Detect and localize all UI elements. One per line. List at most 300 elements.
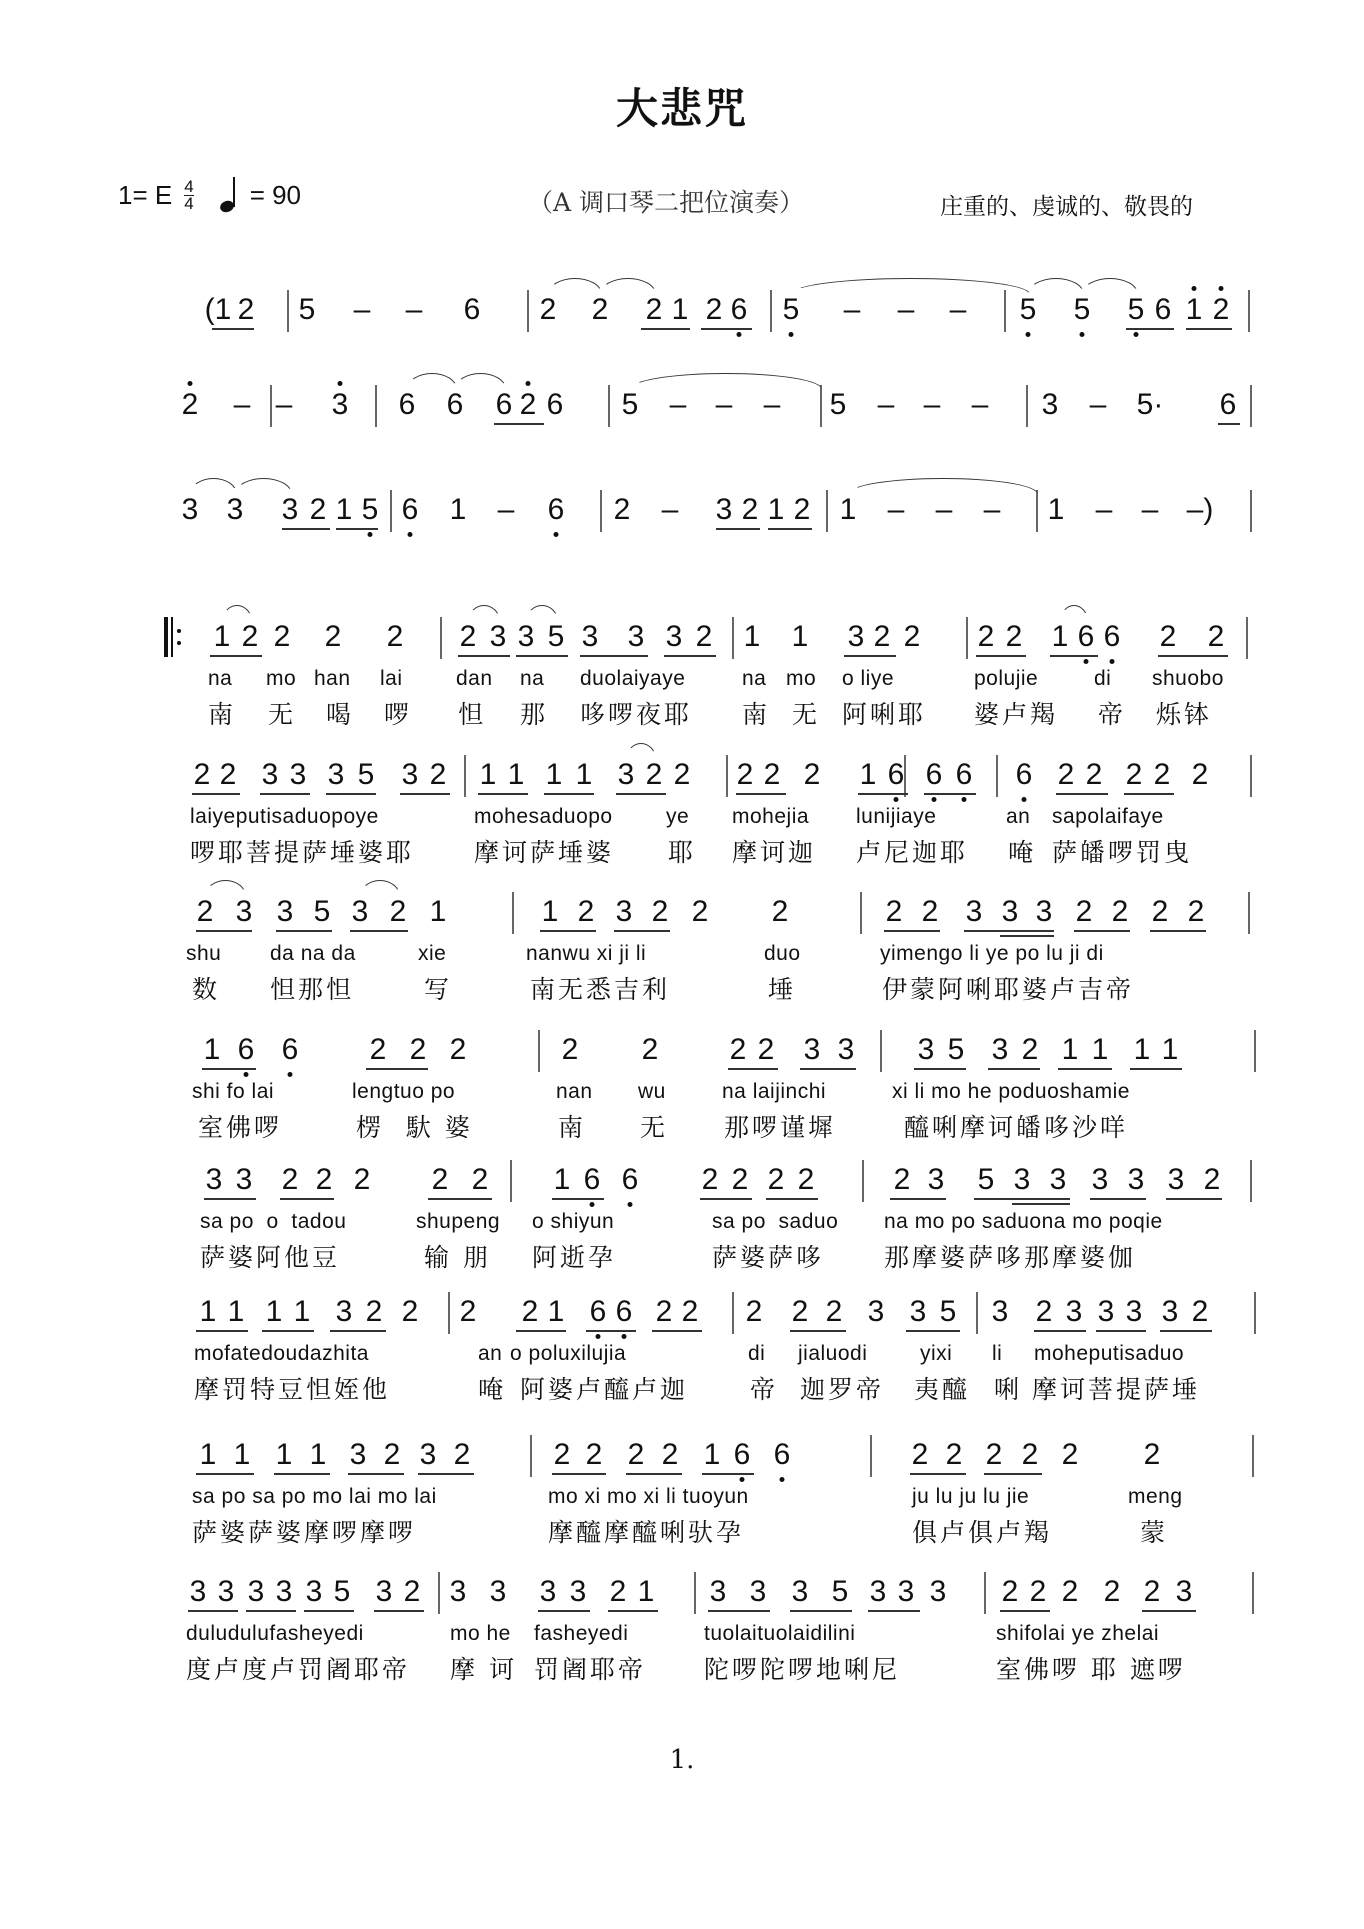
page-number: 1. bbox=[669, 1745, 695, 1775]
note: 3 bbox=[1091, 1163, 1109, 1196]
pinyin-lyric: sa po sa po mo lai mo lai bbox=[192, 1485, 437, 1508]
pinyin-lyric: mo bbox=[266, 667, 297, 690]
note: 1 bbox=[743, 620, 761, 653]
barline bbox=[527, 290, 529, 332]
note: 2 bbox=[911, 1438, 929, 1471]
tempo-key-info bbox=[118, 178, 301, 212]
note: 1 bbox=[275, 1438, 293, 1471]
note: 6 bbox=[1154, 293, 1172, 326]
beat-underline bbox=[708, 1610, 770, 1612]
barline bbox=[600, 490, 602, 532]
note: 3 bbox=[929, 1575, 947, 1608]
time-sig-bottom: 4 bbox=[184, 193, 194, 213]
upper-octave-dot bbox=[188, 381, 193, 386]
note: 2 bbox=[681, 1295, 699, 1328]
note: 1 bbox=[199, 1438, 217, 1471]
note: 1 bbox=[637, 1575, 655, 1608]
note: 1 bbox=[479, 758, 497, 791]
barline bbox=[820, 385, 822, 427]
note: 5 bbox=[829, 388, 847, 421]
note: 2 bbox=[1085, 758, 1103, 791]
pinyin-lyric: jialuodi bbox=[798, 1342, 868, 1365]
note: 3 bbox=[715, 493, 733, 526]
chinese-lyric: 那啰谨墀 bbox=[724, 1113, 837, 1142]
barline bbox=[1250, 755, 1252, 797]
note: 2 bbox=[1021, 1438, 1039, 1471]
lower-octave-dot bbox=[1084, 659, 1089, 664]
beat-underline bbox=[304, 1610, 354, 1612]
note: 5 bbox=[1073, 293, 1091, 326]
note: 3 bbox=[205, 1163, 223, 1196]
pinyin-lyric: mo bbox=[786, 667, 817, 690]
note: 2 bbox=[705, 293, 723, 326]
beat-underline bbox=[1186, 328, 1232, 330]
note: 2 bbox=[736, 758, 754, 791]
chinese-lyric: 迦罗帝 bbox=[800, 1375, 885, 1404]
note: 2 bbox=[519, 388, 537, 421]
note: 2 bbox=[539, 293, 557, 326]
note: 6 bbox=[589, 1295, 607, 1328]
beat-underline bbox=[790, 1330, 846, 1332]
barline bbox=[375, 385, 377, 427]
note: 3 bbox=[1013, 1163, 1031, 1196]
note: 1 bbox=[545, 758, 563, 791]
beat-underline bbox=[728, 1068, 778, 1070]
barline bbox=[1004, 290, 1006, 332]
chinese-lyric: 俱卢俱卢羯 bbox=[912, 1518, 1053, 1547]
note: 1 bbox=[213, 620, 231, 653]
beat-underline bbox=[1056, 793, 1108, 795]
note: 3 bbox=[837, 1033, 855, 1066]
note: – bbox=[1141, 493, 1159, 526]
note: 3 bbox=[665, 620, 683, 653]
chinese-lyric: 埵 bbox=[768, 975, 797, 1004]
pinyin-lyric: da na da bbox=[270, 942, 356, 965]
barline bbox=[770, 290, 772, 332]
beat-underline bbox=[988, 1068, 1040, 1070]
beat-underline bbox=[516, 655, 568, 657]
note: 5 bbox=[547, 620, 565, 653]
note: 3 bbox=[181, 493, 199, 526]
beat-underline bbox=[616, 793, 666, 795]
note: 2 bbox=[791, 1295, 809, 1328]
note: 2 bbox=[181, 388, 199, 421]
beat-underline bbox=[768, 528, 812, 530]
note: 2 bbox=[459, 1295, 477, 1328]
pinyin-lyric: nan bbox=[556, 1080, 593, 1103]
lower-octave-dot bbox=[789, 332, 794, 337]
chinese-lyric: 摩醯摩醯唎驮孕 bbox=[548, 1518, 745, 1547]
beat-underline bbox=[274, 1473, 330, 1475]
beat-underline bbox=[494, 423, 544, 425]
note: – bbox=[877, 388, 895, 421]
chinese-lyric: 输 朋 bbox=[424, 1243, 491, 1272]
chinese-lyric: 无 bbox=[792, 700, 821, 729]
note: 5 bbox=[782, 293, 800, 326]
note: 1 bbox=[839, 493, 857, 526]
beat-underline bbox=[196, 1473, 254, 1475]
tie-slur bbox=[1028, 278, 1084, 294]
beat-underline bbox=[478, 793, 528, 795]
tie-slur bbox=[848, 478, 1038, 494]
time-sig-top: 4 bbox=[184, 176, 194, 196]
chinese-lyric: 那摩婆萨哆那摩婆伽 bbox=[884, 1243, 1137, 1272]
note: 6 bbox=[1219, 388, 1237, 421]
note: 1 bbox=[553, 1163, 571, 1196]
barline bbox=[1248, 290, 1250, 332]
note: 3 bbox=[276, 895, 294, 928]
barline bbox=[862, 1160, 864, 1202]
barline bbox=[904, 755, 906, 797]
note: – bbox=[1095, 493, 1113, 526]
barline bbox=[1250, 1160, 1252, 1202]
chinese-lyric: 萨婆萨婆摩啰摩啰 bbox=[192, 1518, 417, 1547]
note: 2 bbox=[763, 758, 781, 791]
note: 6 bbox=[547, 493, 565, 526]
beat-underline bbox=[924, 793, 976, 795]
lower-octave-dot bbox=[368, 532, 373, 537]
note: 2 bbox=[885, 895, 903, 928]
pinyin-lyric: shifolai ye zhelai bbox=[996, 1622, 1160, 1645]
note: 1 bbox=[703, 1438, 721, 1471]
note: 2 bbox=[1207, 620, 1225, 653]
note: 3 bbox=[1127, 1163, 1145, 1196]
note: 2 bbox=[219, 758, 237, 791]
beat-underline bbox=[1034, 1330, 1086, 1332]
note: 6 bbox=[955, 758, 973, 791]
note: 2 bbox=[1029, 1575, 1047, 1608]
note: 2 bbox=[651, 895, 669, 928]
note: 3 bbox=[1175, 1575, 1193, 1608]
tie-slur bbox=[526, 605, 558, 621]
barline bbox=[530, 1435, 532, 1477]
chinese-lyric: 伊蒙阿唎耶婆卢吉帝 bbox=[882, 975, 1135, 1004]
note: – bbox=[353, 293, 371, 326]
beat-underline bbox=[844, 655, 896, 657]
note: 6 bbox=[546, 388, 564, 421]
chinese-lyric: 醯唎摩诃皤哆沙咩 bbox=[904, 1113, 1129, 1142]
note: 2 bbox=[324, 620, 342, 653]
note: 2 bbox=[403, 1575, 421, 1608]
note: 2 bbox=[1212, 293, 1230, 326]
lower-octave-dot bbox=[596, 1334, 601, 1339]
chinese-lyric: 室佛啰 bbox=[198, 1113, 283, 1142]
note: 2 bbox=[521, 1295, 539, 1328]
note: 6 bbox=[401, 493, 419, 526]
note: 6 bbox=[281, 1033, 299, 1066]
barline bbox=[390, 490, 392, 532]
key-signature: 1= E bbox=[118, 179, 173, 210]
time-signature bbox=[184, 176, 194, 213]
note: 3 bbox=[847, 620, 865, 653]
pinyin-lyric: wu bbox=[638, 1080, 666, 1103]
beat-underline bbox=[516, 1330, 566, 1332]
lower-octave-dot bbox=[780, 1477, 785, 1482]
chinese-lyric: 婆卢羯 bbox=[974, 700, 1059, 729]
chinese-lyric: 帝 bbox=[1098, 700, 1127, 729]
chinese-lyric: 南 bbox=[742, 700, 771, 729]
note: 2 bbox=[945, 1438, 963, 1471]
note: 2 bbox=[449, 1033, 467, 1066]
beat-underline bbox=[544, 793, 594, 795]
tie-slur bbox=[600, 278, 656, 294]
note: 3 bbox=[749, 1575, 767, 1608]
beat-underline bbox=[1160, 1330, 1212, 1332]
note: 3 bbox=[517, 620, 535, 653]
note: 2 bbox=[803, 758, 821, 791]
note: 2 bbox=[585, 1438, 603, 1471]
beat-underline bbox=[890, 1198, 946, 1200]
note: 5 bbox=[831, 1575, 849, 1608]
barline bbox=[1252, 1435, 1254, 1477]
note: 3 bbox=[1125, 1295, 1143, 1328]
note: 2 bbox=[1021, 1033, 1039, 1066]
note: 2 bbox=[1159, 620, 1177, 653]
beat-underline bbox=[350, 930, 408, 932]
barline bbox=[464, 755, 466, 797]
beat-underline bbox=[196, 1330, 248, 1332]
note: 5 bbox=[621, 388, 639, 421]
tie-slur bbox=[630, 373, 822, 389]
note: 2 bbox=[1111, 895, 1129, 928]
pinyin-lyric: yimengo li ye po lu ji di bbox=[880, 942, 1104, 965]
chinese-lyric: 怛 bbox=[458, 700, 487, 729]
pinyin-lyric: polujie bbox=[974, 667, 1039, 690]
note: – bbox=[763, 388, 781, 421]
note: – bbox=[897, 293, 915, 326]
note: 3 bbox=[927, 1163, 945, 1196]
note: 2 bbox=[577, 895, 595, 928]
chinese-lyric: 摩 诃 bbox=[450, 1655, 517, 1684]
barline bbox=[512, 892, 514, 934]
chinese-lyric: 那 bbox=[520, 700, 549, 729]
tie-slur bbox=[222, 605, 252, 621]
note: 3 bbox=[401, 758, 419, 791]
pinyin-lyric: duludulufasheyedi bbox=[186, 1622, 364, 1645]
lower-octave-dot bbox=[288, 1072, 293, 1077]
note: 3 bbox=[289, 758, 307, 791]
note: 2 bbox=[1151, 895, 1169, 928]
note: 2 bbox=[797, 1163, 815, 1196]
note: 2 bbox=[369, 1033, 387, 1066]
note: 3 bbox=[189, 1575, 207, 1608]
beat-underline bbox=[366, 1068, 428, 1070]
note: 3 bbox=[226, 493, 244, 526]
beat-underline bbox=[1130, 1068, 1182, 1070]
note: 2 bbox=[1057, 758, 1075, 791]
note: 3 bbox=[803, 1033, 821, 1066]
quarter-note-icon bbox=[220, 178, 236, 212]
note: – bbox=[983, 493, 1001, 526]
pinyin-lyric: mohesaduopo bbox=[474, 805, 613, 828]
note: 2 bbox=[453, 1438, 471, 1471]
note: 5 bbox=[298, 293, 316, 326]
note: 2 bbox=[273, 620, 291, 653]
lower-octave-dot bbox=[740, 1477, 745, 1482]
beat-underline bbox=[664, 655, 716, 657]
barline bbox=[732, 1292, 734, 1334]
note: 2 bbox=[383, 1438, 401, 1471]
barline bbox=[1246, 617, 1248, 659]
note: 3 bbox=[235, 1163, 253, 1196]
note: 1 bbox=[233, 1438, 251, 1471]
pinyin-lyric: meng bbox=[1128, 1485, 1183, 1508]
chinese-lyric: 喝 bbox=[326, 700, 355, 729]
note: 3 bbox=[627, 620, 645, 653]
barline bbox=[538, 1030, 540, 1072]
beat-underline bbox=[700, 1198, 752, 1200]
note: 3 bbox=[281, 493, 299, 526]
note: 2 bbox=[903, 620, 921, 653]
note: –) bbox=[1186, 493, 1214, 526]
upper-octave-dot bbox=[1192, 286, 1197, 291]
note: – bbox=[923, 388, 941, 421]
note: 3 bbox=[791, 1575, 809, 1608]
note: 6 bbox=[773, 1438, 791, 1471]
beat-underline bbox=[701, 328, 752, 330]
beat-underline bbox=[326, 793, 376, 795]
note: – bbox=[935, 493, 953, 526]
note: 2 bbox=[745, 1295, 763, 1328]
beat-underline bbox=[976, 655, 1026, 657]
tie-slur bbox=[360, 880, 400, 896]
beat-underline bbox=[276, 930, 332, 932]
beat-underline bbox=[552, 1198, 604, 1200]
barline bbox=[726, 755, 728, 797]
barline bbox=[976, 1292, 978, 1334]
pinyin-lyric: na laijinchi bbox=[722, 1080, 827, 1103]
upper-octave-dot bbox=[526, 381, 531, 386]
note: 6 bbox=[583, 1163, 601, 1196]
beat-underline bbox=[1090, 1198, 1146, 1200]
note: 3 bbox=[1041, 388, 1059, 421]
note: 5 bbox=[977, 1163, 995, 1196]
beat-underline bbox=[974, 1198, 1070, 1200]
tie-slur bbox=[468, 605, 500, 621]
note: 1 bbox=[203, 1033, 221, 1066]
note: 1 bbox=[1051, 620, 1069, 653]
note: 1 bbox=[335, 493, 353, 526]
beat-underline bbox=[641, 328, 690, 330]
note: – bbox=[497, 493, 515, 526]
note: 2 bbox=[873, 620, 891, 653]
note: 2 bbox=[1125, 758, 1143, 791]
chinese-lyric: 阿唎耶 bbox=[842, 700, 927, 729]
lower-octave-dot bbox=[894, 797, 899, 802]
beat-underline bbox=[586, 1330, 636, 1332]
barline bbox=[1250, 385, 1252, 427]
pinyin-lyric: ye bbox=[666, 805, 690, 828]
beat-underline bbox=[766, 1198, 818, 1200]
chinese-lyric: 罚阇耶帝 bbox=[534, 1655, 647, 1684]
note: 2 bbox=[825, 1295, 843, 1328]
note: 2 bbox=[1187, 895, 1205, 928]
beat-underline bbox=[202, 1068, 256, 1070]
beat-underline bbox=[580, 655, 648, 657]
pinyin-lyric: mo xi mo xi li tuoyun bbox=[548, 1485, 749, 1508]
note: 6 bbox=[237, 1033, 255, 1066]
note: 6 bbox=[621, 1163, 639, 1196]
note: 6 bbox=[463, 293, 481, 326]
chinese-lyric: 萨婆萨哆 bbox=[712, 1243, 825, 1272]
note: 5 bbox=[357, 758, 375, 791]
beat-underline bbox=[418, 1473, 474, 1475]
barline bbox=[880, 1030, 882, 1072]
chinese-lyric: 烁钵 bbox=[1156, 700, 1213, 729]
note: 3 bbox=[349, 1438, 367, 1471]
barline bbox=[732, 617, 734, 659]
pinyin-lyric: sapolaifaye bbox=[1052, 805, 1164, 828]
note: 3 bbox=[1035, 895, 1053, 928]
note: 2 bbox=[767, 1163, 785, 1196]
barline bbox=[1248, 892, 1250, 934]
tie-slur bbox=[1082, 278, 1138, 294]
note: 6 bbox=[730, 293, 748, 326]
lower-octave-dot bbox=[932, 797, 937, 802]
pinyin-lyric: nanwu xi ji li bbox=[526, 942, 647, 965]
note: 2 bbox=[1143, 1575, 1161, 1608]
chinese-lyric: 阿婆卢醯卢迦 bbox=[520, 1375, 689, 1404]
tie-slur bbox=[205, 880, 246, 896]
beat-underline bbox=[1074, 930, 1130, 932]
note: 2 bbox=[741, 493, 759, 526]
beat-underline bbox=[196, 930, 252, 932]
note: 1 bbox=[507, 758, 525, 791]
pinyin-lyric: duolaiyaye bbox=[580, 667, 686, 690]
note: 3 bbox=[615, 895, 633, 928]
note: 2 bbox=[691, 895, 709, 928]
tie-slur bbox=[455, 373, 506, 389]
beat-underline bbox=[1150, 930, 1206, 932]
note: 3 bbox=[1097, 1295, 1115, 1328]
note: 3 bbox=[489, 1575, 507, 1608]
lower-octave-dot bbox=[1022, 797, 1027, 802]
note: 5· bbox=[1136, 388, 1164, 421]
beat-underline bbox=[1126, 328, 1174, 330]
note: 3 bbox=[247, 1575, 265, 1608]
beat-underline bbox=[540, 930, 596, 932]
beat-underline bbox=[608, 1610, 658, 1612]
note: 5 bbox=[1127, 293, 1145, 326]
note: 2 bbox=[1143, 1438, 1161, 1471]
chinese-lyric: 南 bbox=[208, 700, 237, 729]
chinese-lyric: 唎 bbox=[994, 1375, 1023, 1404]
note: 2 bbox=[353, 1163, 371, 1196]
note: 3 bbox=[351, 895, 369, 928]
tie-slur bbox=[235, 478, 292, 494]
tie-slur bbox=[190, 478, 237, 494]
beat-underline bbox=[914, 1068, 966, 1070]
lower-octave-dot bbox=[408, 532, 413, 537]
chinese-lyric: 怛那怛 bbox=[270, 975, 355, 1004]
note: – bbox=[1089, 388, 1107, 421]
note: 3 bbox=[235, 895, 253, 928]
note: 2 bbox=[729, 1033, 747, 1066]
pinyin-lyric: xie bbox=[418, 942, 447, 965]
barline bbox=[694, 1572, 696, 1614]
pinyin-lyric: tuolaituolaidilini bbox=[704, 1622, 856, 1645]
pinyin-lyric: o shiyun bbox=[532, 1210, 615, 1233]
upper-octave-dot bbox=[338, 381, 343, 386]
note: 3 bbox=[1161, 1295, 1179, 1328]
barline bbox=[984, 1572, 986, 1614]
note: 1 bbox=[1061, 1033, 1079, 1066]
note: – bbox=[949, 293, 967, 326]
note: 1 bbox=[1091, 1033, 1109, 1066]
note: 3 bbox=[709, 1575, 727, 1608]
beat-underline bbox=[1058, 1068, 1112, 1070]
note: 5 bbox=[939, 1295, 957, 1328]
